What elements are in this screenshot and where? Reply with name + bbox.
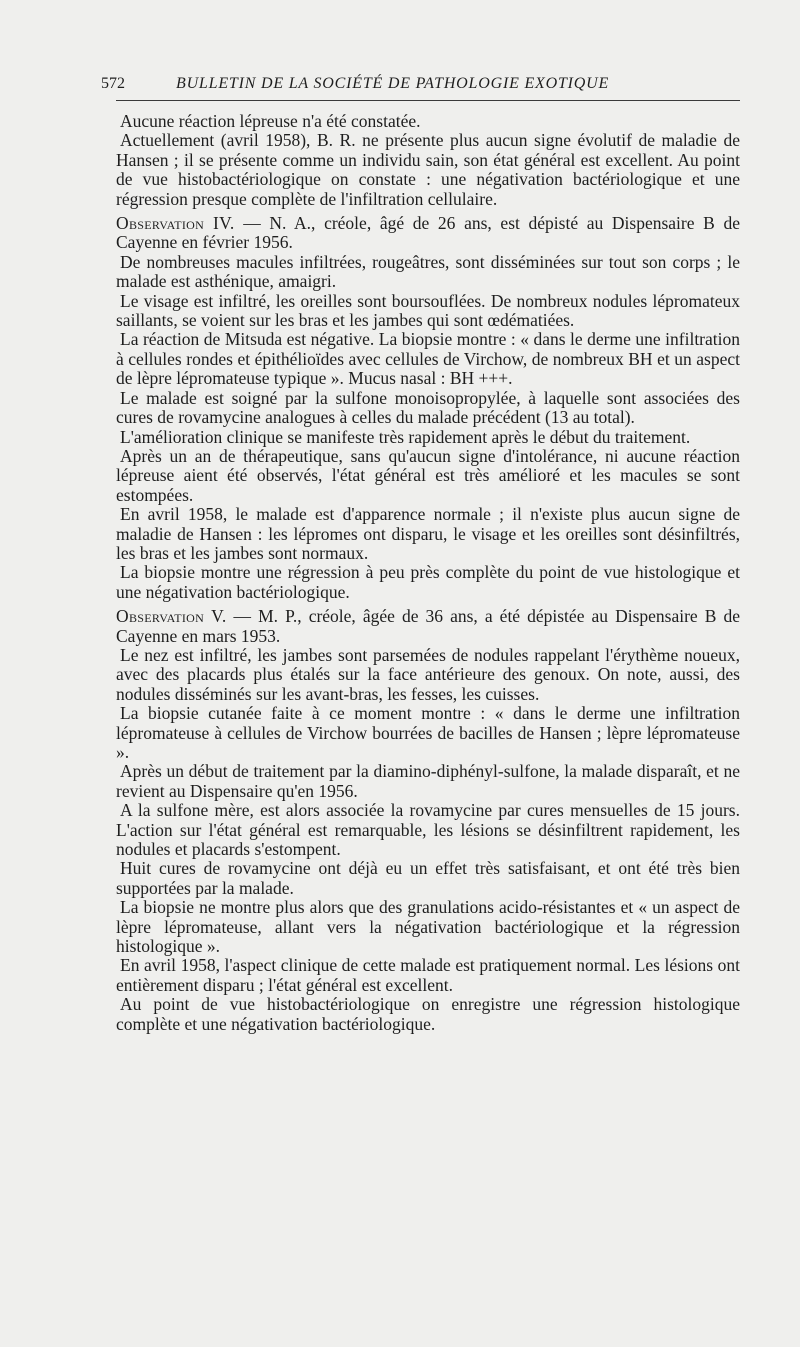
paragraph: Le malade est soigné par la sulfone monoisopropylée, à laquelle sont associées des cures de rovamycine analogues à celles du malade précédent (13 au total).: [116, 387, 740, 428]
paragraph: La biopsie montre une régression à peu près complète du point de vue histologique et une négativation bactériologique.: [116, 562, 740, 602]
paragraph: L'amélioration clinique se manifeste très rapidement après le début du traitement.: [120, 426, 691, 447]
running-header: [101, 72, 740, 101]
paragraph: Après un an de thérapeutique, sans qu'aucun signe d'intolérance, ni aucune réaction lépreuse aient été observés, l'état général est très amélioré et les macules se sont estompées.: [116, 445, 740, 505]
paragraph: Le visage est infiltré, les oreilles sont boursouflées. De nombreux nodules lépromateux saillants, se voient sur les bras et les jambes qui sont œdématiées.: [116, 290, 740, 331]
paragraph: Après un début de traitement par la diamino-diphényl-sulfone, la malade disparaît, et ne revient au Dispensaire qu'en 1956.: [116, 761, 740, 801]
observation-label: Observation IV.: [116, 213, 235, 234]
paragraph: Huit cures de rovamycine ont déjà eu un effet très satisfaisant, et ont été très bien supportées par la malade.: [116, 858, 740, 898]
paragraph: Actuellement (avril 1958), B. R. ne présente plus aucun signe évolutif de maladie de Hansen ; il se présente comme un individu sain, son état général est excellent. Au point de vue histobactériologique on constate : une négativation bactériologique et une régression presque complète de l'infiltration cellulaire.: [116, 130, 740, 209]
paragraph: En avril 1958, le malade est d'apparence normale ; il n'existe plus aucun signe de maladie de Hansen : les lépromes ont disparu, le visage et les oreilles sont désinfiltrés, les bras et les jambes sont normaux.: [116, 504, 740, 563]
body-text: [116, 112, 740, 1034]
page-number: 572: [101, 75, 125, 92]
observation-heading-paragraph: Observation V. — M. P., créole, âgée de 36 ans, a été dépistée au Dispensaire B de Cayenne en mars 1953.: [116, 606, 740, 646]
paragraph: La biopsie cutanée faite à ce moment montre : « dans le derme une infiltration lépromateuse à cellules de Virchow bourrées de bacilles de Hansen ; lèpre lépromateuse ».: [116, 703, 740, 762]
paragraph: Le nez est infiltré, les jambes sont parsemées de nodules rappelant l'érythème noueux, avec des placards plus étalés sur la face antérieure des genoux. On note, aussi, des nodules disséminés sur les avant-bras, les fesses, les cuisses.: [116, 644, 740, 704]
paragraph: La biopsie ne montre plus alors que des granulations acido-résistantes et « un aspect de lèpre lépromateuse, allant vers la négativation bactériologique et la régression histologique ».: [116, 897, 740, 957]
paragraph: Au point de vue histobactériologique on enregistre une régression histologique complète et une négativation bactériologique.: [116, 994, 740, 1034]
paragraph: La réaction de Mitsuda est négative. La biopsie montre : « dans le derme une infiltration à cellules rondes et épithélioïdes avec cellules de Virchow, de nombreux BH et un aspect de lèpre lépromateuse typique ». Mucus nasal : BH +++.: [116, 329, 740, 389]
observation-heading-paragraph: Observation IV. — N. A., créole, âgé de 26 ans, est dépisté au Dispensaire B de Cayenne en février 1956.: [116, 213, 741, 253]
observation-label: Observation V.: [116, 606, 227, 627]
paragraph: En avril 1958, l'aspect clinique de cette malade est pratiquement normal. Les lésions ont entièrement disparu ; l'état général est excellent.: [116, 955, 740, 995]
journal-title: BULLETIN DE LA SOCIÉTÉ DE PATHOLOGIE EXOTIQUE: [176, 75, 610, 92]
paragraph: Aucune réaction lépreuse n'a été constatée.: [120, 111, 421, 131]
paragraph: A la sulfone mère, est alors associée la rovamycine par cures mensuelles de 15 jours. L'action sur l'état général est remarquable, les lésions se désinfiltrent rapidement, les nodules et placards s'estompent.: [116, 800, 740, 860]
paragraph: De nombreuses macules infiltrées, rougeâtres, sont disséminées sur tout son corps ; le malade est asthénique, amaigri.: [116, 251, 740, 292]
